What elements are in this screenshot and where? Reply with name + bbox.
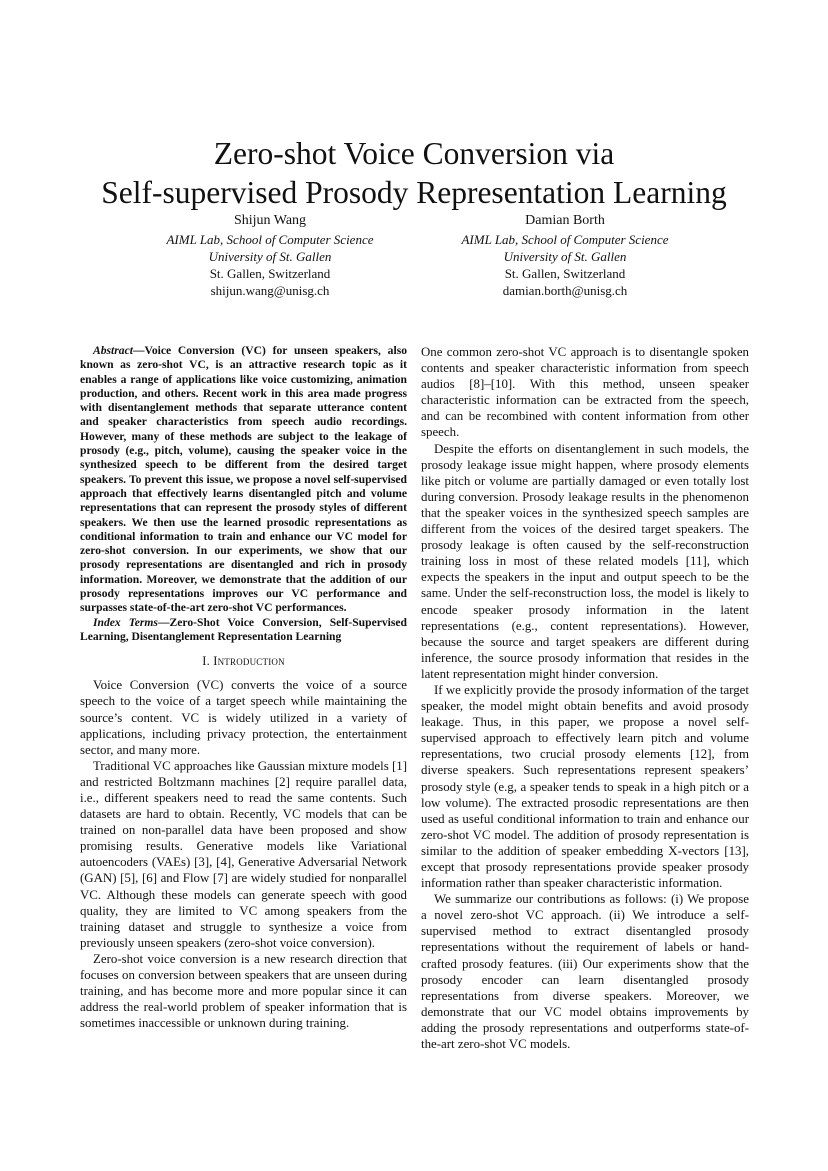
author-affiliation: AIML Lab, School of Computer Science [166, 232, 374, 247]
index-terms-text: Zero-Shot Voice Conversion, Self-Supervised Learning, Disentanglement Representation Learning [80, 615, 407, 643]
author-email: shijun.wang@unisg.ch [210, 283, 330, 298]
author-university: University of St. Gallen [208, 249, 332, 264]
abstract-label: Abstract— [93, 344, 145, 357]
author-block-1 [110, 212, 430, 299]
author-email: damian.borth@unisg.ch [502, 283, 628, 298]
paper-title [0, 134, 828, 212]
section-number: I. [202, 654, 210, 669]
index-terms-label: Index Terms— [93, 615, 170, 629]
abstract-text: Voice Conversion (VC) for unseen speakers, also known as zero-shot VC, is an attractive research topic as it enables a range of applications like voice customizing, animation production, and others. Recent work in this area made progress with disentanglement methods that separate utterance content and speaker characteristics from speech audio recordings. However, many of these methods are subject to the leakage of prosody (e.g., pitch, volume), causing the speaker voice in the synthesized speech to be different from the desired target speakers. To prevent this issue, we propose a novel self-supervised approach that effectively learns disentangled pitch and volume representations that can represent the prosody styles of different speakers. We then use the learned prosodic representations as conditional information to train and enhance our VC model for zero-shot conversion. In our experiments, we show that our prosody representations are disentangled and rich in prosody information. Moreover, we demonstrate that the addition of our prosody representations improves our VC performance and surpasses state-of-the-art zero-shot VC performances. [80, 344, 407, 615]
author-location: St. Gallen, Switzerland [209, 266, 331, 281]
index-terms [80, 616, 407, 645]
author-name: Shijun Wang [233, 213, 307, 228]
body-paragraph: Voice Conversion (VC) converts the voice of a source speech to the voice of a target speech while maintaining the source’s content. VC is widely utilized in a variety of applications, including privacy protection, the entertainment sector, and many more. [80, 678, 407, 757]
author-university: University of St. Gallen [503, 249, 627, 264]
body-paragraph: We summarize our contributions as follows: (i) We propose a novel zero-shot VC approach. (ii) We introduce a self-supervised method to extract disentangled prosody representations without the requirement of labels or hand-crafted prosody features. (iii) Our experiments show that the prosody encoder can learn disentangled prosody representations from diverse speakers. Moreover, we demonstrate that our VC model obtains improvements by adding the prosody representations and outperforms state-of-the-art zero-shot VC models. [421, 892, 749, 1052]
body-paragraph: Traditional VC approaches like Gaussian mixture models [1] and restricted Boltzmann machines [2] require parallel data, i.e., different speakers need to read the same contents. Such datasets are hard to obtain. Recently, VC models that can be trained on non-parallel data have been proposed and show promising results. Generative models like Variational autoencoders (VAEs) [3], [4], Generative Adversarial Network (GAN) [5], [6] and Flow [7] are widely studied for nonparallel VC. Although these models can generate speech with good quality, they are limited to VC among speakers from the training dataset and struggle to synthesize a voice from previously unseen speakers (zero-shot voice conversion). [80, 758, 407, 950]
author-block-2 [405, 212, 725, 299]
section-title: Introduction [213, 654, 285, 669]
body-paragraph: Zero-shot voice conversion is a new research direction that focuses on conversion between speakers that are unseen during training, and has become more and more popular since it can address the real-world problem of speaker information that is sometimes inaccessible or unknown during training. [80, 951, 407, 1031]
body-paragraph: Despite the efforts on disentanglement in such models, the prosody leakage issue might happen, where prosody elements like pitch or volume are partially damaged or even totally lost during conversion. Prosody leakage results in the phenomenon that the speaker voices in the synthesized speech samples are different from the voices of the desired target speakers. The prosody leakage is often caused by the self-reconstruction training loss in most of these related models [11], which expects the speakers in the input and output speech to be the same. Under the self-reconstruction loss, the model is likely to encode speaker prosody information in the latent representations (e.g., content representations). However, because the source and target speakers are different during inference, the source prosody information that resides in the latent representation might hinder conversion. [421, 441, 749, 681]
author-affiliation: AIML Lab, School of Computer Science [461, 232, 669, 247]
title-line-2: Self-supervised Prosody Representation Learning [101, 175, 727, 211]
abstract [80, 344, 407, 616]
right-column [421, 344, 749, 1052]
body-paragraph: If we explicitly provide the prosody information of the target speaker, the model might obtain benefits and avoid prosody leakage. Thus, in this paper, we propose a novel self-supervised approach to effectively learn pitch and volume representations, two crucial prosody elements [12], from diverse speakers. Such representations represent speakers’ prosody style (e.g, a speaker tends to speak in a high pitch or a low volume). The extracted prosodic representations are then used as useful conditional information to train and enhance our zero-shot VC model. The addition of prosody representation is similar to the addition of speaker embedding X-vectors [13], except that prosody representations provide speaker prosody information rather than speaker characteristic information. [421, 682, 749, 891]
section-heading [80, 653, 407, 669]
left-column [80, 344, 407, 1031]
author-location: St. Gallen, Switzerland [504, 266, 626, 281]
title-line-1: Zero-shot Voice Conversion via [213, 136, 615, 172]
body-paragraph: One common zero-shot VC approach is to disentangle spoken contents and speaker characteristic information from speech audios [8]–[10]. With this method, unseen speaker characteristic information can be extracted from the speech, and can be recombined with content information from other speech. [421, 345, 749, 440]
author-name: Damian Borth [525, 213, 605, 228]
